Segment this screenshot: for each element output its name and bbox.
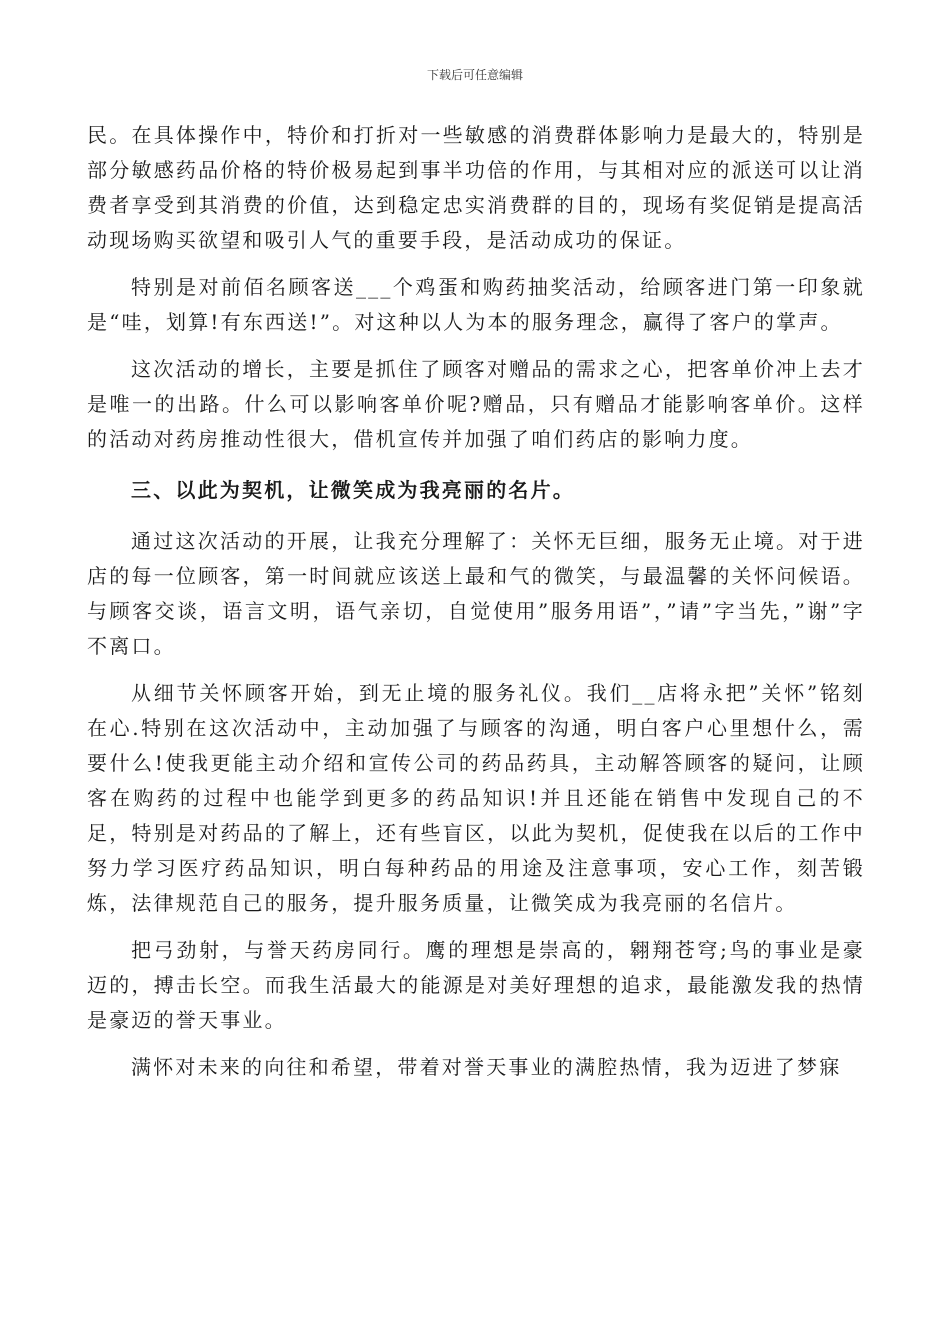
paragraph-continued: 民。在具体操作中，特价和打折对一些敏感的消费群体影响力是最大的，特别是部分敏感药品价格的特价极易起到事半功倍的作用，与其相对应的派送可以让消费者享受到其消费的价值，达到稳定忠实消费群的目的，现场有奖促销是提高活动现场购买欲望和吸引人气的重要手段，是活动成功的保证。 [87,123,865,252]
page-header: 下载后可任意编辑 [426,68,523,82]
document-body [87,118,865,1085]
paragraph: 把弓劲射，与誉天药房同行。鹰的理想是崇高的，翱翔苍穹;鸟的事业是豪迈的，搏击长空。而我生活最大的能源是对美好理想的追求，最能激发我的热情是豪迈的誉天事业。 [87,938,865,1032]
section-heading: 三、以此为契机，让微笑成为我亮丽的名片。 [131,478,575,502]
paragraph: 从细节关怀顾客开始，到无止境的服务礼仪。我们__店将永把”关怀”铭刻在心.特别在这次活动中，主动加强了与顾客的沟通，明白客户心里想什么，需要什么!使我更能主动介绍和宣传公司的药品药具，主动解答顾客的疑问，让顾客在购药的过程中也能学到更多的药品知识!并且还能在销售中发现自己的不足，特别是对药品的了解上，还有些盲区，以此为契机，促使我在以后的工作中努力学习医疗药品知识，明白每种药品的用途及注意事项，安心工作，刻苦锻炼，法律规范自己的服务，提升服务质量，让微笑成为我亮丽的名信片。 [87,681,865,915]
paragraph: 这次活动的增长，主要是抓住了顾客对赠品的需求之心，把客单价冲上去才是唯一的出路。什么可以影响客单价呢?赠品，只有赠品才能影响客单价。这样的活动对药房推动性很大，借机宣传并加强了咱们药店的影响力度。 [87,357,865,451]
paragraph: 特别是对前佰名顾客送___个鸡蛋和购药抽奖活动，给顾客进门第一印象就是“哇，划算!有东西送!”。对这种以人为本的服务理念，赢得了客户的掌声。 [87,275,865,334]
paragraph: 通过这次活动的开展，让我充分理解了：关怀无巨细，服务无止境。对于进店的每一位顾客，第一时间就应该送上最和气的微笑，与最温馨的关怀问候语。与顾客交谈，语言文明，语气亲切，自觉使用”服务用语”，”请”字当先，”谢”字不离口。 [87,529,865,658]
paragraph-continues: 满怀对未来的向往和希望，带着对誉天事业的满腔热情，我为迈进了梦寐 [131,1055,842,1079]
